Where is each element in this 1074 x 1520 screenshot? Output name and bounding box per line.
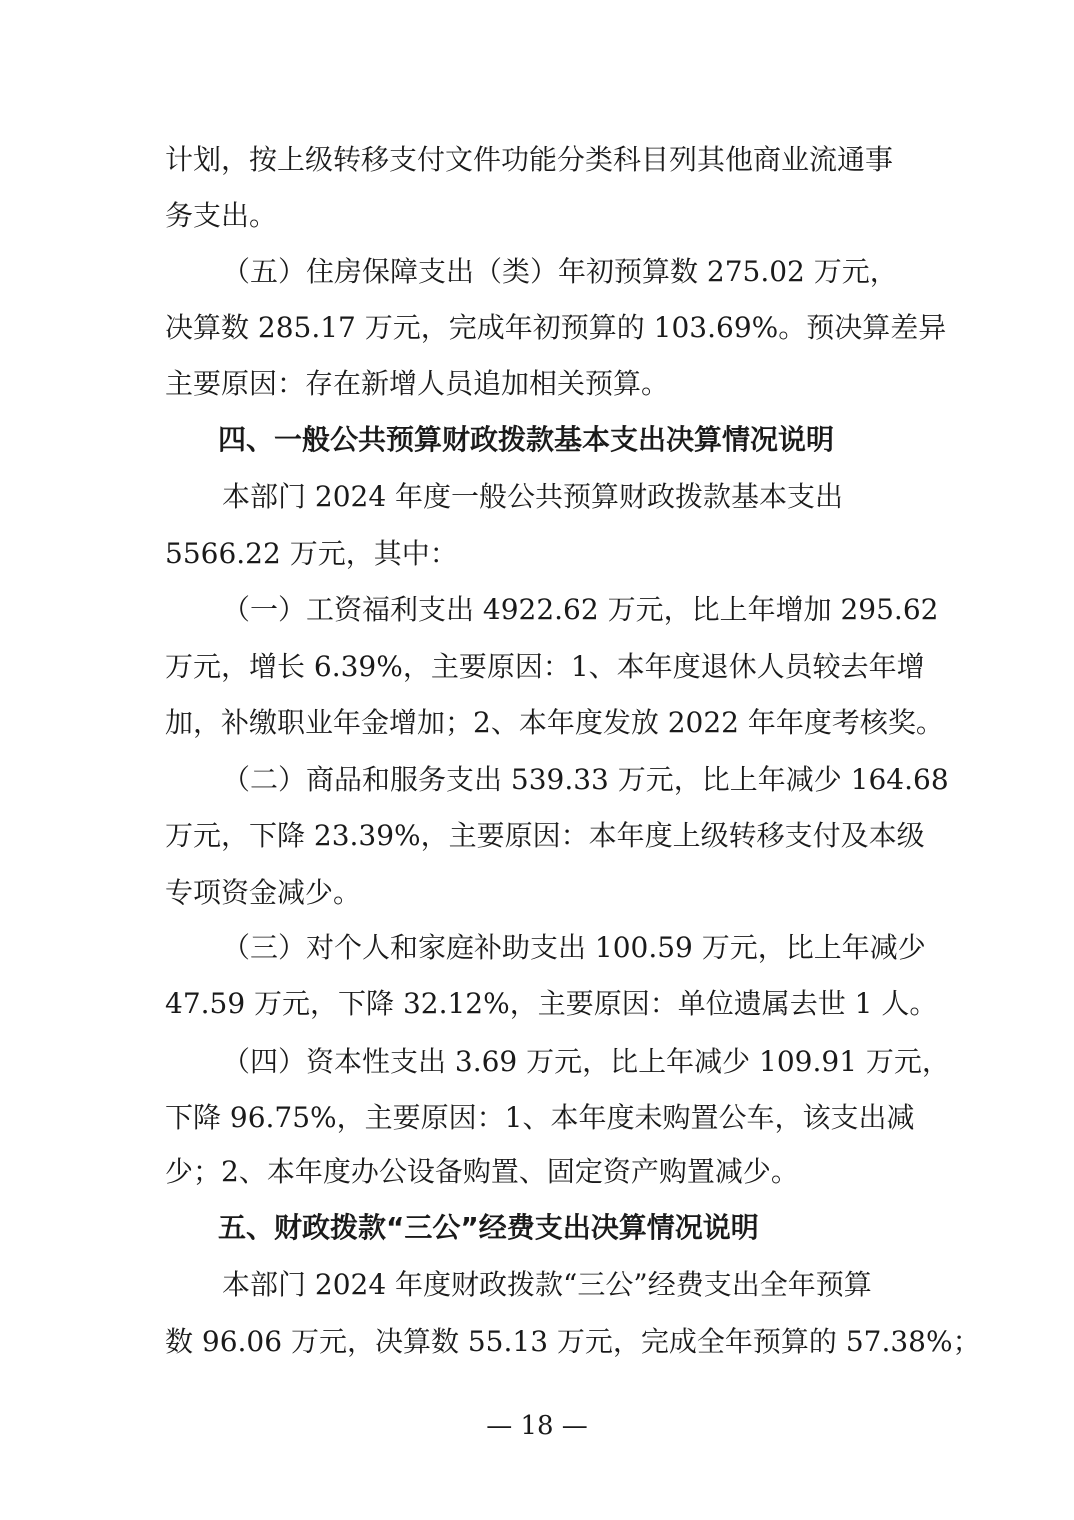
paragraph-line: 47.59 万元，下降 32.12%，主要原因：单位遗属去世 1 人。 [165, 987, 938, 1020]
paragraph-line: 数 96.06 万元，决算数 55.13 万元，完成全年预算的 57.38%； [165, 1325, 981, 1358]
paragraph-line: 计划，按上级转移支付文件功能分类科目列其他商业流通事 [165, 143, 894, 176]
section-heading-5: 五、财政拨款“三公”经费支出决算情况说明 [218, 1211, 759, 1244]
paragraph-line: （二）商品和服务支出 539.33 万元，比上年减少 164.68 [222, 763, 949, 796]
paragraph-line: 5566.22 万元，其中： [165, 537, 458, 570]
paragraph-line: 决算数 285.17 万元，完成年初预算的 103.69%。预决算差异 [165, 311, 947, 344]
paragraph-line: （五）住房保障支出（类）年初预算数 275.02 万元， [222, 255, 898, 288]
paragraph-line: 专项资金减少。 [165, 876, 362, 909]
paragraph-line: 万元，增长 6.39%，主要原因：1、本年度退休人员较去年增 [165, 650, 925, 683]
paragraph-line: （四）资本性支出 3.69 万元，比上年减少 109.91 万元， [222, 1045, 950, 1078]
page-number: — 18 — [486, 1411, 588, 1441]
paragraph-line: 万元，下降 23.39%，主要原因：本年度上级转移支付及本级 [165, 819, 925, 852]
paragraph-line: 主要原因：存在新增人员追加相关预算。 [165, 367, 670, 400]
section-heading-4: 四、一般公共预算财政拨款基本支出决算情况说明 [218, 423, 835, 456]
paragraph-line: 本部门 2024 年度财政拨款“三公”经费支出全年预算 [222, 1268, 872, 1301]
paragraph-line: 务支出。 [165, 199, 278, 232]
paragraph-line: 本部门 2024 年度一般公共预算财政拨款基本支出 [222, 480, 844, 513]
paragraph-line: 加，补缴职业年金增加；2、本年度发放 2022 年年度考核奖。 [165, 706, 944, 739]
paragraph-line: 下降 96.75%，主要原因：1、本年度未购置公车，该支出减 [165, 1101, 915, 1134]
paragraph-line: 少；2、本年度办公设备购置、固定资产购置减少。 [165, 1155, 799, 1188]
paragraph-line: （一）工资福利支出 4922.62 万元，比上年增加 295.62 [222, 593, 939, 626]
paragraph-line: （三）对个人和家庭补助支出 100.59 万元，比上年减少 [222, 931, 926, 964]
